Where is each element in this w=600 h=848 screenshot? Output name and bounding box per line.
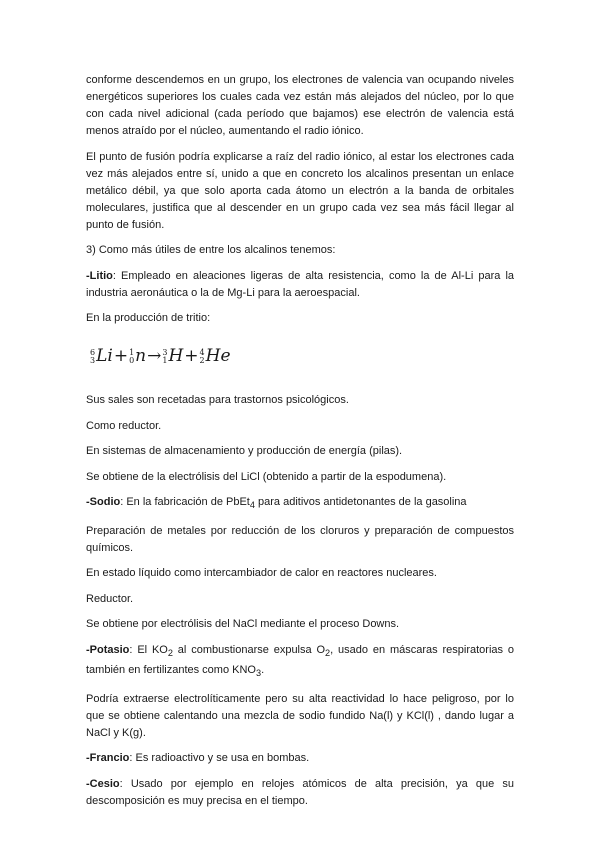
paragraph-uses-heading: 3) Como más útiles de entre los alcalinos tenemos: bbox=[86, 244, 336, 256]
litio-text: : Empleado en aleaciones ligeras de alta resistencia, como la de Al-Li para la industria aeronáutica o la de Mg-Li para la aeroespacial. bbox=[86, 269, 514, 299]
potasio-sub-1: 2 bbox=[167, 647, 173, 658]
litio-item-4: Se obtiene de la electrólisis del LiCl (obtenido a partir de la espodumena). bbox=[86, 470, 447, 483]
potasio-text-3: , usado en máscaras respiratorias o también en fertilizantes como KNO bbox=[86, 643, 514, 676]
potasio-sub-3: 3 bbox=[255, 668, 262, 679]
li-nuclide-numbers bbox=[90, 349, 95, 365]
h-mass-number: 3 bbox=[162, 347, 168, 357]
sodio-text-before: : En la fabricación de PbEt bbox=[120, 496, 250, 508]
sodio-label: -Sodio bbox=[86, 496, 121, 508]
cesio-label: -Cesio bbox=[86, 777, 120, 790]
h-nuclide-numbers bbox=[162, 349, 167, 365]
potasio-paragraph bbox=[86, 642, 514, 682]
potasio-text-2: al combustionarse expulsa O bbox=[172, 643, 326, 656]
potasio-text-1: : El KO bbox=[129, 643, 168, 656]
litio-item-1: Sus sales son recetadas para trastornos psicológicos. bbox=[86, 394, 349, 406]
h-atomic-number: 1 bbox=[162, 355, 168, 365]
he-atomic-number: 2 bbox=[199, 355, 205, 365]
francio-paragraph bbox=[86, 750, 514, 767]
litio-item-3: En sistemas de almacenamiento y producción de energía (pilas). bbox=[86, 445, 403, 457]
paragraph-ionic-radius: conforme descendemos en un grupo, los electrones de valencia van ocupando niveles energéticos superiores los cuales cada vez están más alejados del núcleo, por lo que con cada nivel adicional (cada período que bajamos) ese electrón de valencia está menos atraído por el núcleo, aumentando el radio iónico. bbox=[86, 74, 514, 137]
plus-sign-1: + bbox=[113, 346, 129, 366]
cesio-text: : Usado por ejemplo en relojes atómicos de alta precisión, ya que su descomposición es muy precisa en el tiempo. bbox=[86, 777, 514, 807]
n-symbol: n bbox=[135, 346, 147, 366]
sodio-text-after: para aditivos antidetonantes de la gasolina bbox=[254, 496, 467, 508]
potasio-item-1: Podría extraerse electrolíticamente pero su alta reactividad lo hace peligroso, por lo que se obtiene calentando una mezcla de sodio fundido Na(l) y KCl(l) , dando lugar a NaCl y K(g). bbox=[86, 692, 514, 739]
sodio-item-4: Se obtiene por electrólisis del NaCl mediante el proceso Downs. bbox=[86, 618, 400, 631]
potasio-label: -Potasio bbox=[86, 643, 130, 656]
n-atomic-number: 0 bbox=[129, 355, 135, 365]
sodio-subscript: 4 bbox=[249, 500, 255, 511]
litio-paragraph bbox=[86, 268, 514, 302]
francio-label: -Francio bbox=[86, 752, 130, 765]
sodio-item-2: En estado líquido como intercambiador de calor en reactores nucleares. bbox=[86, 567, 437, 580]
potasio-sub-2: 2 bbox=[325, 647, 331, 658]
plus-sign-2: + bbox=[184, 346, 199, 366]
he-symbol: He bbox=[205, 346, 231, 366]
cesio-paragraph bbox=[86, 776, 514, 810]
li-symbol: Li bbox=[96, 346, 113, 366]
litio-tritio: En la producción de tritio: bbox=[86, 312, 211, 324]
sodio-paragraph bbox=[86, 494, 514, 514]
francio-text: : Es radioactivo y se usa en bombas. bbox=[129, 752, 310, 765]
sodio-item-3: Reductor. bbox=[86, 592, 134, 605]
he-mass-number: 4 bbox=[199, 347, 205, 357]
litio-label: -Litio bbox=[86, 269, 113, 282]
potasio-text-4: . bbox=[261, 663, 265, 676]
n-mass-number: 1 bbox=[129, 347, 135, 357]
nuclear-equation bbox=[90, 338, 514, 374]
li-atomic-number: 3 bbox=[90, 355, 96, 365]
paragraph-melting-point: El punto de fusión podría explicarse a raíz del radio iónico, al estar los electrones cada vez más alejados entre sí, unido a que en concreto los alcalinos presentan un enlace metálico débil, ya que solo aporta cada átomo un electrón a la banda de orbitales moleculares, justifica que al descender en un grupo cada vez sea más fácil llegar al punto de fusión. bbox=[86, 150, 514, 231]
sodio-item-1: Preparación de metales por reducción de los cloruros y preparación de compuestos químicos. bbox=[86, 524, 514, 554]
li-mass-number: 6 bbox=[90, 347, 96, 357]
h-symbol: H bbox=[168, 346, 184, 366]
n-nuclide-numbers bbox=[129, 349, 134, 365]
he-nuclide-numbers bbox=[200, 349, 205, 365]
litio-item-2: Como reductor. bbox=[86, 419, 162, 432]
reaction-arrow: → bbox=[147, 346, 162, 366]
